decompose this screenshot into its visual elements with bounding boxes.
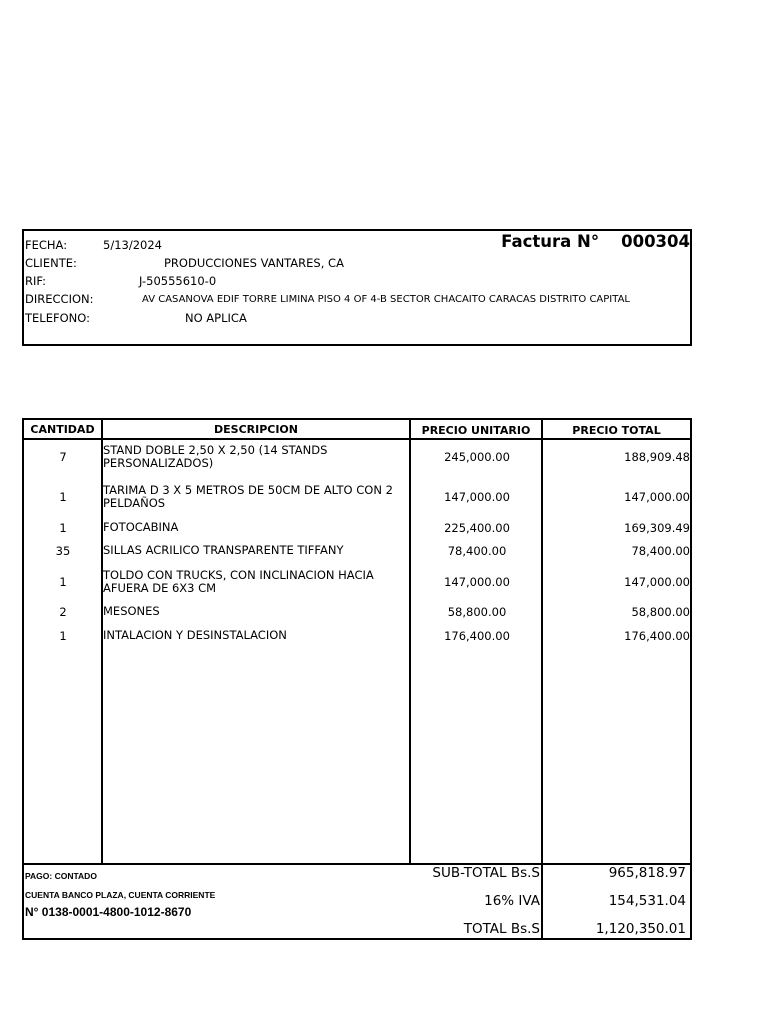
column-divider: [409, 420, 411, 863]
telefono-label: TELEFONO:: [25, 311, 90, 325]
row-cantidad: 1: [59, 629, 67, 643]
column-header-precio-unitario: PRECIO UNITARIO: [421, 424, 531, 437]
total-label: TOTAL Bs.S: [463, 921, 540, 937]
cliente-value: PRODUCCIONES VANTARES, CA: [164, 256, 344, 270]
subtotal-label: SUB-TOTAL Bs.S: [432, 865, 540, 881]
column-header-precio-total: PRECIO TOTAL: [572, 424, 661, 437]
row-precio-total: 147,000.00: [624, 490, 690, 504]
subtotal-value: 965,818.97: [608, 865, 686, 881]
row-descripcion: STAND DOBLE 2,50 X 2,50 (14 STANDS PERSONALIZADOS): [103, 443, 328, 470]
iva-value: 154,531.04: [608, 893, 686, 909]
row-precio-total: 147,000.00: [624, 575, 690, 589]
invoice-number: 000304: [621, 232, 690, 251]
row-precio-total: 169,309.49: [624, 521, 690, 535]
column-header-descripcion: DESCRIPCION: [214, 423, 298, 436]
row-cantidad: 7: [59, 450, 67, 464]
row-cantidad: 1: [59, 521, 67, 535]
row-precio-unitario: 225,400.00: [444, 521, 510, 535]
invoice-title-label: Factura N°: [501, 232, 600, 251]
payment-method: PAGO: CONTADO: [25, 871, 97, 881]
direccion-value: AV CASANOVA EDIF TORRE LIMINA PISO 4 OF 4-B SECTOR CHACAITO CARACAS DISTRITO CAPITAL: [142, 294, 630, 305]
items-table: [22, 418, 692, 940]
total-value: 1,120,350.01: [595, 921, 686, 937]
footer-divider: [24, 863, 690, 865]
direccion-label: DIRECCION:: [25, 292, 94, 306]
invoice-header: [22, 229, 692, 346]
row-cantidad: 1: [59, 490, 67, 504]
row-precio-total: 176,400.00: [624, 629, 690, 643]
row-descripcion: TOLDO CON TRUCKS, CON INCLINACION HACIA AFUERA DE 6X3 CM: [103, 568, 374, 595]
row-precio-unitario: 58,800.00: [447, 605, 507, 619]
iva-label: 16% IVA: [484, 893, 540, 909]
fecha-value: 5/13/2024: [103, 238, 162, 252]
row-descripcion: MESONES: [103, 604, 160, 618]
row-precio-unitario: 78,400.00: [447, 544, 507, 558]
invoice-title: [501, 232, 690, 251]
row-precio-unitario: 147,000.00: [444, 490, 510, 504]
bank-account: CUENTA BANCO PLAZA, CUENTA CORRIENTE: [25, 890, 216, 900]
row-precio-unitario: 176,400.00: [444, 629, 510, 643]
telefono-value: NO APLICA: [185, 311, 247, 325]
row-precio-total: 78,400.00: [631, 544, 690, 558]
row-cantidad: 35: [55, 544, 71, 558]
row-precio-total: 188,909.48: [624, 450, 690, 464]
row-precio-total: 58,800.00: [631, 605, 690, 619]
cliente-label: CLIENTE:: [25, 256, 77, 270]
rif-value: J-50555610-0: [139, 274, 217, 288]
row-descripcion: INTALACION Y DESINSTALACION: [103, 628, 287, 642]
row-descripcion: TARIMA D 3 X 5 METROS DE 50CM DE ALTO CON 2 PELDAÑOS: [103, 483, 393, 510]
row-descripcion: SILLAS ACRILICO TRANSPARENTE TIFFANY: [103, 543, 344, 557]
column-header-cantidad: CANTIDAD: [30, 423, 95, 436]
row-precio-unitario: 245,000.00: [444, 450, 510, 464]
account-number: N° 0138-0001-4800-1012-8670: [25, 905, 192, 919]
rif-label: RIF:: [25, 274, 46, 288]
fecha-label: FECHA:: [25, 238, 68, 252]
row-descripcion: FOTOCABINA: [103, 520, 179, 534]
row-precio-unitario: 147,000.00: [444, 575, 510, 589]
row-cantidad: 1: [59, 575, 67, 589]
row-cantidad: 2: [59, 605, 67, 619]
